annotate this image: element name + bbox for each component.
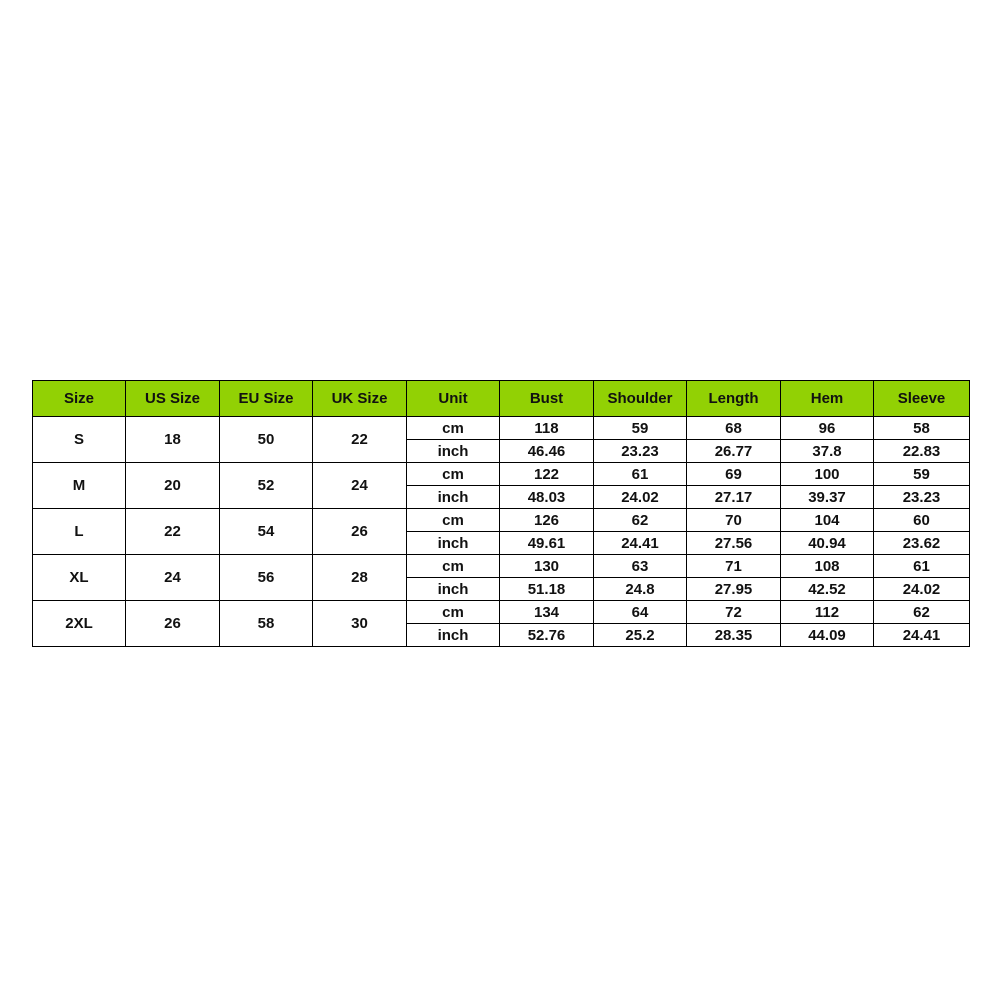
sleeve-cell: 24.41: [874, 624, 970, 647]
eu-size-cell: 56: [220, 555, 313, 601]
unit-cell: inch: [407, 578, 500, 601]
sleeve-cell: 23.62: [874, 532, 970, 555]
bust-cell: 118: [500, 417, 594, 440]
shoulder-cell: 61: [594, 463, 687, 486]
shoulder-cell: 24.41: [594, 532, 687, 555]
bust-cell: 130: [500, 555, 594, 578]
bust-cell: 49.61: [500, 532, 594, 555]
unit-cell: cm: [407, 509, 500, 532]
hem-cell: 42.52: [781, 578, 874, 601]
sleeve-cell: 61: [874, 555, 970, 578]
shoulder-cell: 62: [594, 509, 687, 532]
table-row: [33, 555, 970, 578]
hem-cell: 96: [781, 417, 874, 440]
size-cell: 2XL: [33, 601, 126, 647]
sleeve-cell: 24.02: [874, 578, 970, 601]
bust-cell: 48.03: [500, 486, 594, 509]
header-us-size: US Size: [126, 381, 220, 417]
shoulder-cell: 23.23: [594, 440, 687, 463]
eu-size-cell: 52: [220, 463, 313, 509]
hem-cell: 100: [781, 463, 874, 486]
bust-cell: 122: [500, 463, 594, 486]
header-unit: Unit: [407, 381, 500, 417]
table-row: [33, 463, 970, 486]
shoulder-cell: 64: [594, 601, 687, 624]
uk-size-cell: 24: [313, 463, 407, 509]
table-row: [33, 601, 970, 624]
uk-size-cell: 28: [313, 555, 407, 601]
unit-cell: inch: [407, 532, 500, 555]
uk-size-cell: 30: [313, 601, 407, 647]
unit-cell: inch: [407, 440, 500, 463]
sleeve-cell: 22.83: [874, 440, 970, 463]
shoulder-cell: 24.8: [594, 578, 687, 601]
size-cell: XL: [33, 555, 126, 601]
table-body: [33, 417, 970, 647]
table-row: [33, 509, 970, 532]
eu-size-cell: 50: [220, 417, 313, 463]
length-cell: 71: [687, 555, 781, 578]
length-cell: 27.56: [687, 532, 781, 555]
header-row: [33, 381, 970, 417]
header-hem: Hem: [781, 381, 874, 417]
header-sleeve: Sleeve: [874, 381, 970, 417]
header-length: Length: [687, 381, 781, 417]
sleeve-cell: 60: [874, 509, 970, 532]
us-size-cell: 20: [126, 463, 220, 509]
length-cell: 28.35: [687, 624, 781, 647]
header-bust: Bust: [500, 381, 594, 417]
shoulder-cell: 59: [594, 417, 687, 440]
bust-cell: 52.76: [500, 624, 594, 647]
uk-size-cell: 22: [313, 417, 407, 463]
us-size-cell: 18: [126, 417, 220, 463]
table-header: [33, 381, 970, 417]
unit-cell: inch: [407, 624, 500, 647]
unit-cell: cm: [407, 601, 500, 624]
length-cell: 27.95: [687, 578, 781, 601]
hem-cell: 108: [781, 555, 874, 578]
length-cell: 26.77: [687, 440, 781, 463]
us-size-cell: 24: [126, 555, 220, 601]
eu-size-cell: 58: [220, 601, 313, 647]
eu-size-cell: 54: [220, 509, 313, 555]
length-cell: 70: [687, 509, 781, 532]
hem-cell: 39.37: [781, 486, 874, 509]
shoulder-cell: 24.02: [594, 486, 687, 509]
header-size: Size: [33, 381, 126, 417]
bust-cell: 126: [500, 509, 594, 532]
unit-cell: cm: [407, 463, 500, 486]
size-cell: M: [33, 463, 126, 509]
unit-cell: cm: [407, 417, 500, 440]
header-uk-size: UK Size: [313, 381, 407, 417]
sleeve-cell: 58: [874, 417, 970, 440]
shoulder-cell: 25.2: [594, 624, 687, 647]
size-cell: S: [33, 417, 126, 463]
hem-cell: 104: [781, 509, 874, 532]
length-cell: 69: [687, 463, 781, 486]
hem-cell: 37.8: [781, 440, 874, 463]
size-chart-table: [32, 380, 970, 647]
hem-cell: 40.94: [781, 532, 874, 555]
uk-size-cell: 26: [313, 509, 407, 555]
us-size-cell: 26: [126, 601, 220, 647]
sleeve-cell: 59: [874, 463, 970, 486]
hem-cell: 44.09: [781, 624, 874, 647]
hem-cell: 112: [781, 601, 874, 624]
sleeve-cell: 23.23: [874, 486, 970, 509]
shoulder-cell: 63: [594, 555, 687, 578]
bust-cell: 51.18: [500, 578, 594, 601]
unit-cell: cm: [407, 555, 500, 578]
header-eu-size: EU Size: [220, 381, 313, 417]
length-cell: 72: [687, 601, 781, 624]
size-cell: L: [33, 509, 126, 555]
table-row: [33, 417, 970, 440]
us-size-cell: 22: [126, 509, 220, 555]
length-cell: 27.17: [687, 486, 781, 509]
sleeve-cell: 62: [874, 601, 970, 624]
bust-cell: 134: [500, 601, 594, 624]
bust-cell: 46.46: [500, 440, 594, 463]
unit-cell: inch: [407, 486, 500, 509]
header-shoulder: Shoulder: [594, 381, 687, 417]
length-cell: 68: [687, 417, 781, 440]
